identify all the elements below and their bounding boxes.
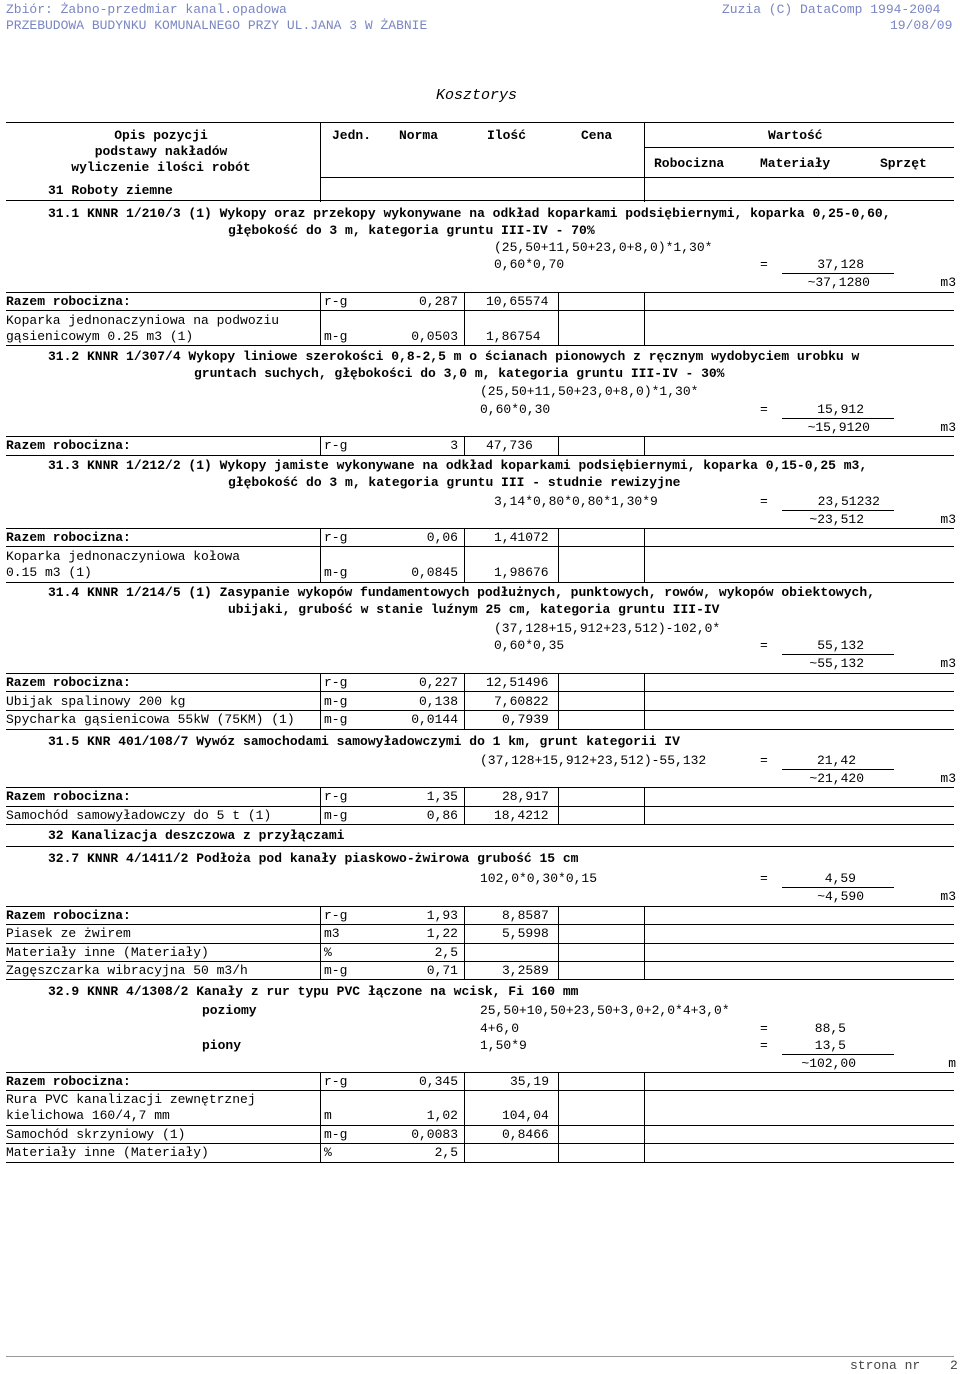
resource-quantity: 8,8587 — [502, 908, 549, 923]
resource-quantity: 0,8466 — [502, 1127, 549, 1142]
resource-name: Spycharka gąsienicowa 55kW (75KM) (1) — [6, 712, 295, 727]
section-32-title: 32 Kanalizacja deszczowa z przyłączami — [48, 828, 345, 843]
col-labour: Robocizna — [654, 156, 725, 171]
equals-sign: = — [760, 753, 768, 768]
resource-unit: r-g — [324, 1074, 348, 1089]
col-value: Wartość — [768, 128, 823, 143]
item-31-3-result: 23,51232 — [817, 494, 880, 509]
section-31-title: 31 Roboty ziemne — [48, 183, 173, 198]
item-31-2-unit: m3 — [940, 420, 956, 435]
software-copyright: Zuzia (C) DataComp 1994-2004 — [722, 2, 941, 17]
item-31-5-result: 21,42 — [816, 753, 856, 768]
col-unit: Jedn. — [332, 128, 372, 143]
col-description-l1: Opis pozycji — [114, 128, 208, 143]
item-31-1-total: ~37,1280 — [807, 275, 870, 290]
item-31-4-total: ~55,132 — [809, 656, 864, 671]
resource-norm: 0,0845 — [411, 565, 458, 580]
resource-name: Samochód samowyładowczy do 5 t (1) — [6, 808, 272, 823]
resource-unit: r-g — [324, 908, 348, 923]
resource-name: Zagęszczarka wibracyjna 50 m3/h — [6, 963, 248, 978]
equals-sign: = — [760, 871, 768, 886]
item-31-5-desc-l1: 31.5 KNR 401/108/7 Wywóz samochodami samowyładowczymi do 1 km, grunt kategorii IV — [48, 734, 680, 749]
resource-name: Materiały inne (Materiały) — [6, 1145, 209, 1160]
item-31-5-unit: m3 — [940, 771, 956, 786]
resource-quantity: 12,51496 — [486, 675, 549, 690]
item-31-2-total: ~15,9120 — [807, 420, 870, 435]
resource-norm: 0,06 — [426, 530, 458, 545]
resource-norm: 1,02 — [426, 1108, 458, 1123]
item-32-9-result-vertical: 13,5 — [814, 1038, 846, 1053]
resource-unit: m-g — [324, 1127, 348, 1142]
resource-unit: m-g — [324, 712, 348, 727]
resource-name: Rura PVC kanalizacji zewnętrznej — [6, 1092, 256, 1107]
resource-norm: 0,0083 — [411, 1127, 458, 1142]
col-description-l3: wyliczenie ilości robót — [71, 160, 251, 175]
resource-unit: % — [324, 945, 332, 960]
collection-name: Zbiór: Żabno-przedmiar kanal.opadowa — [6, 2, 287, 17]
item-31-3-formula-l1: 3,14*0,80*0,80*1,30*9 — [494, 494, 658, 509]
resource-norm: 1,93 — [426, 908, 458, 923]
item-31-2-formula-l1: (25,50+11,50+23,0+8,0)*1,30* — [480, 384, 699, 399]
item-31-3-desc-l1: 31.3 KNNR 1/212/2 (1) Wykopy jamiste wykonywane na odkład koparkami podsiębiernymi, koparka 0,15-0,25 m3, — [48, 458, 868, 473]
resource-unit: m3 — [324, 926, 340, 941]
resource-quantity: 0,7939 — [502, 712, 549, 727]
resource-norm: 2,5 — [434, 945, 458, 960]
document-title: Kosztorys — [436, 87, 518, 104]
resource-norm: 0,0503 — [411, 329, 458, 344]
item-32-9-result-horizontal: 88,5 — [814, 1021, 846, 1036]
item-31-1-formula-l2: 0,60*0,70 — [494, 257, 565, 272]
equals-sign: = — [760, 1021, 768, 1036]
resource-quantity: 3,2589 — [502, 963, 549, 978]
item-31-3-desc-l2: głębokość do 3 m, kategoria gruntu III - studnie rewizyjne — [228, 475, 681, 490]
item-31-3-unit: m3 — [940, 512, 956, 527]
item-31-4-unit: m3 — [940, 656, 956, 671]
resource-norm: 2,5 — [434, 1145, 458, 1160]
item-31-5-total: ~21,420 — [809, 771, 864, 786]
item-32-9-label-vertical: piony — [202, 1038, 242, 1053]
col-materials: Materiały — [760, 156, 831, 171]
col-quantity: Ilość — [487, 128, 527, 143]
item-32-9-formula-l3: 1,50*9 — [480, 1038, 527, 1053]
item-31-2-desc-l2: gruntach suchych, głębokości do 3,0 m, kategoria gruntu III-IV - 30% — [194, 366, 725, 381]
item-31-4-desc-l1: 31.4 KNNR 1/214/5 (1) Zasypanie wykopów fundamentowych podłużnych, punktowych, rowów, wykopów obiektowych, — [48, 585, 875, 600]
item-31-4-desc-l2: ubijaki, grubość w stanie luźnym 25 cm, kategoria gruntu III-IV — [228, 602, 720, 617]
resource-unit: r-g — [324, 789, 348, 804]
resource-quantity: 5,5998 — [502, 926, 549, 941]
resource-norm: 0,0144 — [411, 712, 458, 727]
resource-name: Samochód skrzyniowy (1) — [6, 1127, 186, 1142]
resource-unit: m-g — [324, 963, 348, 978]
resource-name: Koparka jednonaczyniowa kołowa — [6, 549, 241, 564]
equals-sign: = — [760, 402, 768, 417]
resource-norm: 0,227 — [418, 675, 458, 690]
col-equipment: Sprzęt — [880, 156, 927, 171]
page-number: 2 — [950, 1358, 958, 1373]
resource-name: Materiały inne (Materiały) — [6, 945, 209, 960]
project-name: PRZEBUDOWA BUDYNKU KOMUNALNEGO PRZY UL.JANA 3 W ŻABNIE — [6, 18, 428, 33]
resource-unit: m — [324, 1108, 332, 1123]
resource-unit: r-g — [324, 675, 348, 690]
resource-name: gąsienicowym 0.25 m3 (1) — [6, 329, 194, 344]
item-32-7-unit: m3 — [940, 889, 956, 904]
item-31-4-formula-l2: 0,60*0,35 — [494, 638, 565, 653]
resource-unit: r-g — [324, 530, 348, 545]
equals-sign: = — [760, 638, 768, 653]
resource-quantity: 104,04 — [502, 1108, 549, 1123]
resource-quantity: 35,19 — [510, 1074, 550, 1089]
resource-unit: m-g — [324, 329, 348, 344]
labour-total-label: Razem robocizna: — [6, 438, 131, 453]
col-price: Cena — [581, 128, 613, 143]
resource-unit: m-g — [324, 808, 348, 823]
resource-norm: 0,345 — [418, 1074, 458, 1089]
resource-quantity: 10,65574 — [486, 294, 549, 309]
labour-total-label: Razem robocizna: — [6, 294, 131, 309]
resource-norm: 0,71 — [426, 963, 458, 978]
resource-unit: r-g — [324, 294, 348, 309]
item-32-9-formula-l1: 25,50+10,50+23,50+3,0+2,0*4+3,0* — [480, 1003, 730, 1018]
labour-total-label: Razem robocizna: — [6, 530, 131, 545]
item-31-2-formula-l2: 0,60*0,30 — [480, 402, 551, 417]
resource-quantity: 7,60822 — [494, 694, 549, 709]
item-32-9-total: ~102,00 — [801, 1056, 856, 1071]
item-31-1-unit: m3 — [940, 275, 956, 290]
labour-total-label: Razem robocizna: — [6, 789, 131, 804]
equals-sign: = — [760, 1038, 768, 1053]
resource-norm: 1,22 — [426, 926, 458, 941]
item-31-1-desc-l1: 31.1 KNNR 1/210/3 (1) Wykopy oraz przekopy wykonywane na odkład koparkami podsiębiernymi, koparka 0,25-0,60, — [48, 206, 891, 221]
item-32-9-unit: m — [948, 1056, 956, 1071]
item-32-7-formula-l1: 102,0*0,30*0,15 — [480, 871, 598, 886]
resource-name: 0.15 m3 (1) — [6, 565, 92, 580]
resource-name: Piasek ze żwirem — [6, 926, 131, 941]
equals-sign: = — [760, 494, 768, 509]
item-31-2-desc-l1: 31.2 KNNR 1/307/4 Wykopy liniowe szerokości 0,8-2,5 m o ścianach pionowych z ręcznym wydobyciem urobku w — [48, 349, 860, 364]
col-norm: Norma — [399, 128, 439, 143]
equals-sign: = — [760, 257, 768, 272]
resource-norm: 0,287 — [418, 294, 458, 309]
resource-norm: 0,86 — [426, 808, 458, 823]
item-32-7-desc-l1: 32.7 KNNR 4/1411/2 Podłoża pod kanały piaskowo-żwirowa grubość 15 cm — [48, 851, 579, 866]
resource-unit: m-g — [324, 694, 348, 709]
resource-quantity: 18,4212 — [494, 808, 549, 823]
labour-total-label: Razem robocizna: — [6, 1074, 131, 1089]
resource-norm: 3 — [450, 438, 458, 453]
item-32-9-formula-l2: 4+6,0 — [480, 1021, 520, 1036]
item-31-5-formula-l1: (37,128+15,912+23,512)-55,132 — [480, 753, 707, 768]
item-32-9-desc-l1: 32.9 KNNR 4/1308/2 Kanały z rur typu PVC łączone na wcisk, Fi 160 mm — [48, 984, 579, 999]
labour-total-label: Razem robocizna: — [6, 675, 131, 690]
resource-unit: m-g — [324, 565, 348, 580]
resource-quantity: 1,41072 — [494, 530, 549, 545]
resource-name: kielichowa 160/4,7 mm — [6, 1108, 170, 1123]
resource-norm: 1,35 — [426, 789, 458, 804]
resource-quantity: 1,86754 — [486, 329, 541, 344]
item-31-1-formula-l1: (25,50+11,50+23,0+8,0)*1,30* — [494, 240, 713, 255]
item-31-3-total: ~23,512 — [809, 512, 864, 527]
item-31-2-result: 15,912 — [817, 402, 864, 417]
resource-quantity: 28,917 — [502, 789, 549, 804]
col-description-l2: podstawy nakładów — [94, 144, 228, 159]
item-31-1-result: 37,128 — [817, 257, 864, 272]
resource-unit: % — [324, 1145, 332, 1160]
resource-name: Ubijak spalinowy 200 kg — [6, 694, 186, 709]
item-31-1-desc-l2: głębokość do 3 m, kategoria gruntu III-IV - 70% — [228, 223, 595, 238]
print-date: 19/08/09 — [890, 18, 953, 33]
resource-quantity: 47,736 — [486, 438, 533, 453]
item-31-4-result: 55,132 — [817, 638, 864, 653]
resource-unit: r-g — [324, 438, 348, 453]
item-31-4-formula-l1: (37,128+15,912+23,512)-102,0* — [494, 621, 721, 636]
item-32-9-label-horizontal: poziomy — [202, 1003, 257, 1018]
item-32-7-total: ~4,590 — [817, 889, 864, 904]
labour-total-label: Razem robocizna: — [6, 908, 131, 923]
resource-quantity: 1,98676 — [494, 565, 549, 580]
resource-name: Koparka jednonaczyniowa na podwoziu — [6, 313, 280, 328]
page-number-label: strona nr — [850, 1358, 921, 1373]
resource-norm: 0,138 — [418, 694, 458, 709]
item-32-7-result: 4,59 — [824, 871, 856, 886]
